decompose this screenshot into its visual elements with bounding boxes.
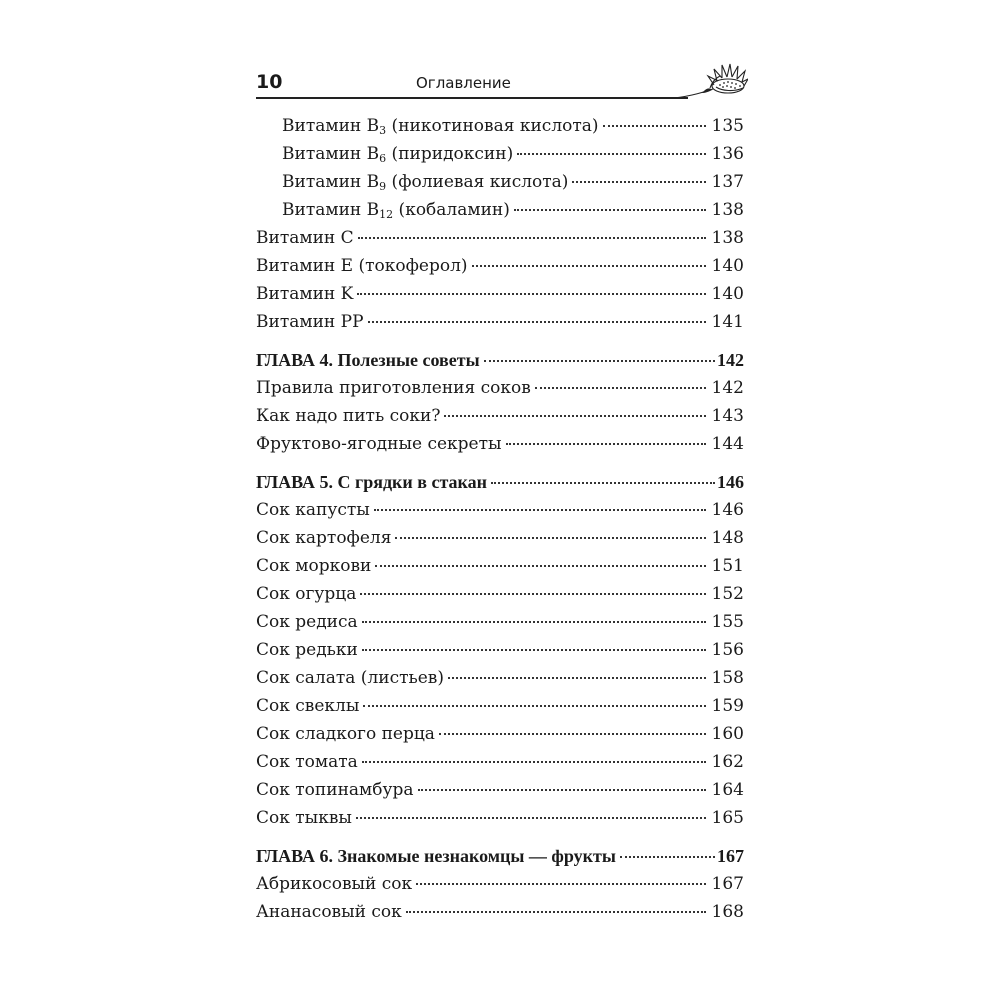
toc-row [256,374,744,402]
dot-leader [395,536,705,539]
toc-entry-title: Ананасовый сок [256,902,402,922]
toc-entry-title: Фруктово-ягодные секреты [256,434,502,454]
toc-chapter-row [256,468,744,496]
dot-leader [375,564,705,567]
dot-leader [514,208,706,211]
sunflower-icon [672,58,748,102]
toc-entry-title: Как надо пить соки? [256,406,441,426]
toc-entry-subscript: 6 [379,152,387,165]
running-header-title: Оглавление [416,74,511,92]
toc-entry-title: Сок топинамбура [256,780,414,800]
toc-entry-title-main: Витамин B [282,116,380,136]
toc-entry-subscript: 3 [379,124,387,137]
toc-page-number: 148 [711,528,744,548]
toc-entry-title: Сок картофеля [256,528,392,548]
toc-entry-title [282,168,568,196]
toc-entry-title-main: Витамин B [282,200,380,220]
toc-page-number: 159 [711,696,744,716]
toc-entry-subscript: 12 [379,208,394,221]
toc-row [256,870,744,898]
toc-entry-title-main: Витамин B [282,144,380,164]
toc-row [256,720,744,748]
toc-page-number: 140 [711,256,744,276]
toc-page-number: 167 [711,874,744,894]
dot-leader [491,481,715,484]
toc-row [256,280,744,308]
toc-entry-title: Сок томата [256,752,358,772]
toc-page-number: 168 [711,902,744,922]
toc-page-number: 156 [711,640,744,660]
toc-entry-title: Сок редиса [256,612,358,632]
dot-leader [620,855,715,858]
dot-leader [363,704,705,707]
toc-entry-title: Сок редьки [256,640,358,660]
toc-entry-title: Витамин K [256,284,354,304]
toc-row [256,636,744,664]
toc-page-number: 144 [711,434,744,454]
toc-row [256,580,744,608]
toc-chapter-row [256,842,744,870]
toc-entry-title: Сок сладкого перца [256,724,435,744]
toc-entry-subscript: 9 [379,180,387,193]
toc-page-number: 164 [711,780,744,800]
toc-page-number: 142 [717,350,744,370]
toc-page-number: 135 [711,116,744,136]
toc-entry-title: ГЛАВА 5. С грядки в стакан [256,472,488,492]
toc-page-number: 151 [711,556,744,576]
dot-leader [484,359,715,362]
toc-entry-title: Абрикосовый сок [256,874,413,894]
toc-entry-title: Витамин C [256,228,354,248]
toc-row [256,402,744,430]
toc-row [256,804,744,832]
toc-row [282,140,744,168]
toc-page-number: 155 [711,612,744,632]
header-rule [256,97,688,99]
toc-row [256,252,744,280]
toc-page-number: 167 [717,846,744,866]
toc-entry-title: Сок капусты [256,500,370,520]
dot-leader [472,264,706,267]
toc-row [256,898,744,926]
dot-leader [603,124,706,127]
toc-row [282,196,744,224]
toc-page-number: 165 [711,808,744,828]
toc-row [256,748,744,776]
toc-page-number: 140 [711,284,744,304]
dot-leader [418,788,706,791]
toc-entry-title: ГЛАВА 6. Знакомые незнакомцы — фрукты [256,846,616,866]
toc-entry-title: Сок огурца [256,584,357,604]
toc-entry-title: ГЛАВА 4. Полезные советы [256,350,480,370]
dot-leader [406,910,706,913]
dot-leader [535,386,706,389]
toc-page-number: 136 [711,144,744,164]
toc-entry-title-rest: (фолиевая кислота) [386,172,569,192]
toc-page-number: 160 [711,724,744,744]
toc-page-number: 162 [711,752,744,772]
toc-entry-title-rest: (пиридоксин) [386,144,514,164]
dot-leader [444,414,705,417]
toc-row [256,496,744,524]
toc-entry-title [282,196,510,224]
toc-row [282,112,744,140]
page-number: 10 [256,71,283,93]
dot-leader [572,180,705,183]
toc-row [256,608,744,636]
dot-leader [360,592,705,595]
toc-row [256,430,744,458]
toc-row [256,524,744,552]
toc-entry-title: Сок моркови [256,556,372,576]
toc-page-number: 152 [711,584,744,604]
toc-entry-title: Сок салата (листьев) [256,668,445,688]
toc-entry-title [282,112,599,140]
toc-row [256,692,744,720]
dot-leader [362,620,706,623]
toc-row [256,308,744,336]
toc-page-number: 158 [711,668,744,688]
toc-chapter-row [256,346,744,374]
toc-entry-title-rest: (кобаламин) [393,200,510,220]
toc-entry-title: Витамин E (токоферол) [256,256,468,276]
dot-leader [448,676,706,679]
toc-page-number: 138 [711,200,744,220]
dot-leader [358,236,706,239]
dot-leader [374,508,706,511]
dot-leader [506,442,706,445]
dot-leader [368,320,706,323]
toc-row [282,168,744,196]
dot-leader [362,760,706,763]
toc-entry-title: Сок свеклы [256,696,360,716]
dot-leader [517,152,705,155]
toc-entry-title: Сок тыквы [256,808,352,828]
toc-row [256,224,744,252]
toc-row [256,776,744,804]
toc-page-number: 146 [711,500,744,520]
toc-page-number: 141 [711,312,744,332]
toc-entry-title [282,140,513,168]
dot-leader [357,292,705,295]
toc-page-number: 143 [711,406,744,426]
toc-entry-title: Правила приготовления соков [256,378,531,398]
toc-page-number: 146 [717,472,744,492]
dot-leader [416,882,705,885]
toc-row [256,664,744,692]
toc-row [256,552,744,580]
dot-leader [362,648,706,651]
dot-leader [356,816,706,819]
toc-page-number: 137 [711,172,744,192]
toc-entry-title-rest: (никотиновая кислота) [386,116,599,136]
toc-entry-title-main: Витамин B [282,172,380,192]
toc-page-number: 138 [711,228,744,248]
toc-entry-title: Витамин PP [256,312,364,332]
toc-page-number: 142 [711,378,744,398]
dot-leader [439,732,706,735]
